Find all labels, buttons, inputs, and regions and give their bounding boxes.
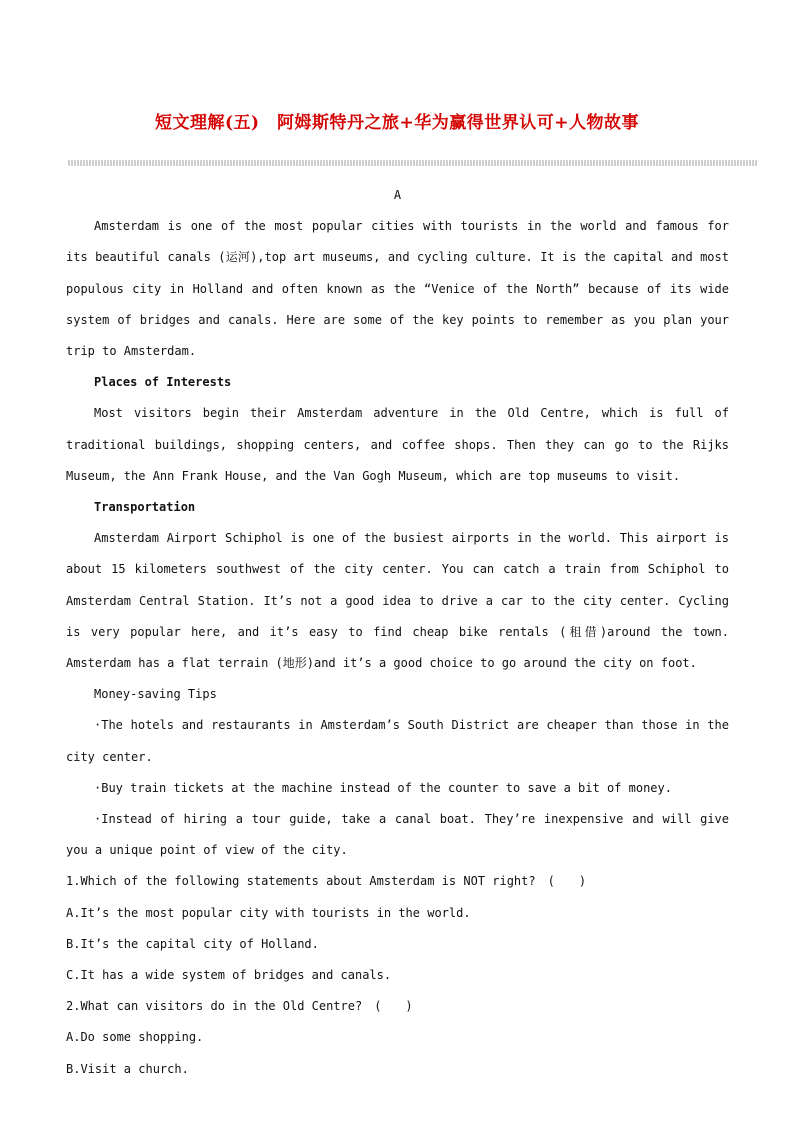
- tips-heading: Money-saving Tips: [94, 687, 217, 702]
- transport-paragraph: Amsterdam Airport Schiphol is one of the busiest airports in the world. This airport is about 15 kilometers southwest of the city center. You can catch a train from Schiphol to Amsterdam Central Station. It’s not a good idea to drive a car to the city center. Cycling is very popular here, and it’s easy to find cheap bike rentals (租借)around the town. Amsterdam has a flat terrain (地形)and it’s a good choice to go around the city on foot.: [66, 531, 729, 671]
- answer-option: C.It has a wide system of bridges and canals.: [66, 968, 392, 983]
- title-divider: [68, 160, 758, 166]
- tip-item: ·The hotels and restaurants in Amsterdam’s South District are cheaper than those in the city center.: [66, 718, 729, 764]
- passage: [66, 180, 729, 1085]
- answer-option: B.It’s the capital city of Holland.: [66, 936, 319, 951]
- question-stem: 2.What can visitors do in the Old Centre? ( ): [66, 999, 413, 1014]
- intro-paragraph: Amsterdam is one of the most popular cities with tourists in the world and famous for its beautiful canals (运河),top art museums, and cycling culture. It is the capital and most populous city in Holland and often known as the “Venice of the North” because of its wide system of bridges and canals. Here are some of the key points to remember as you plan your trip to Amsterdam.: [66, 219, 729, 359]
- places-paragraph: Most visitors begin their Amsterdam adventure in the Old Centre, which is full of traditional buildings, shopping centers, and coffee shops. Then they can go to the Rijks Museum, the Ann Frank House, and the Van Gogh Museum, which are top museums to visit.: [66, 406, 729, 483]
- answer-option: A.Do some shopping.: [66, 1030, 204, 1045]
- tip-item: ·Buy train tickets at the machine instead of the counter to save a bit of money.: [94, 780, 672, 795]
- tip-item: ·Instead of hiring a tour guide, take a canal boat. They’re inexpensive and will give you a unique point of view of the city.: [66, 812, 729, 858]
- question-stem: 1.Which of the following statements about Amsterdam is NOT right? ( ): [66, 874, 587, 889]
- transport-heading: Transportation: [94, 500, 196, 515]
- page-title: 短文理解(五) 阿姆斯特丹之旅+华为赢得世界认可+人物故事: [154, 113, 640, 133]
- answer-option: A.It’s the most popular city with tourists in the world.: [66, 905, 471, 920]
- places-heading: Places of Interests: [94, 375, 232, 390]
- answer-option: B.Visit a church.: [66, 1061, 189, 1076]
- section-label: A: [393, 188, 402, 202]
